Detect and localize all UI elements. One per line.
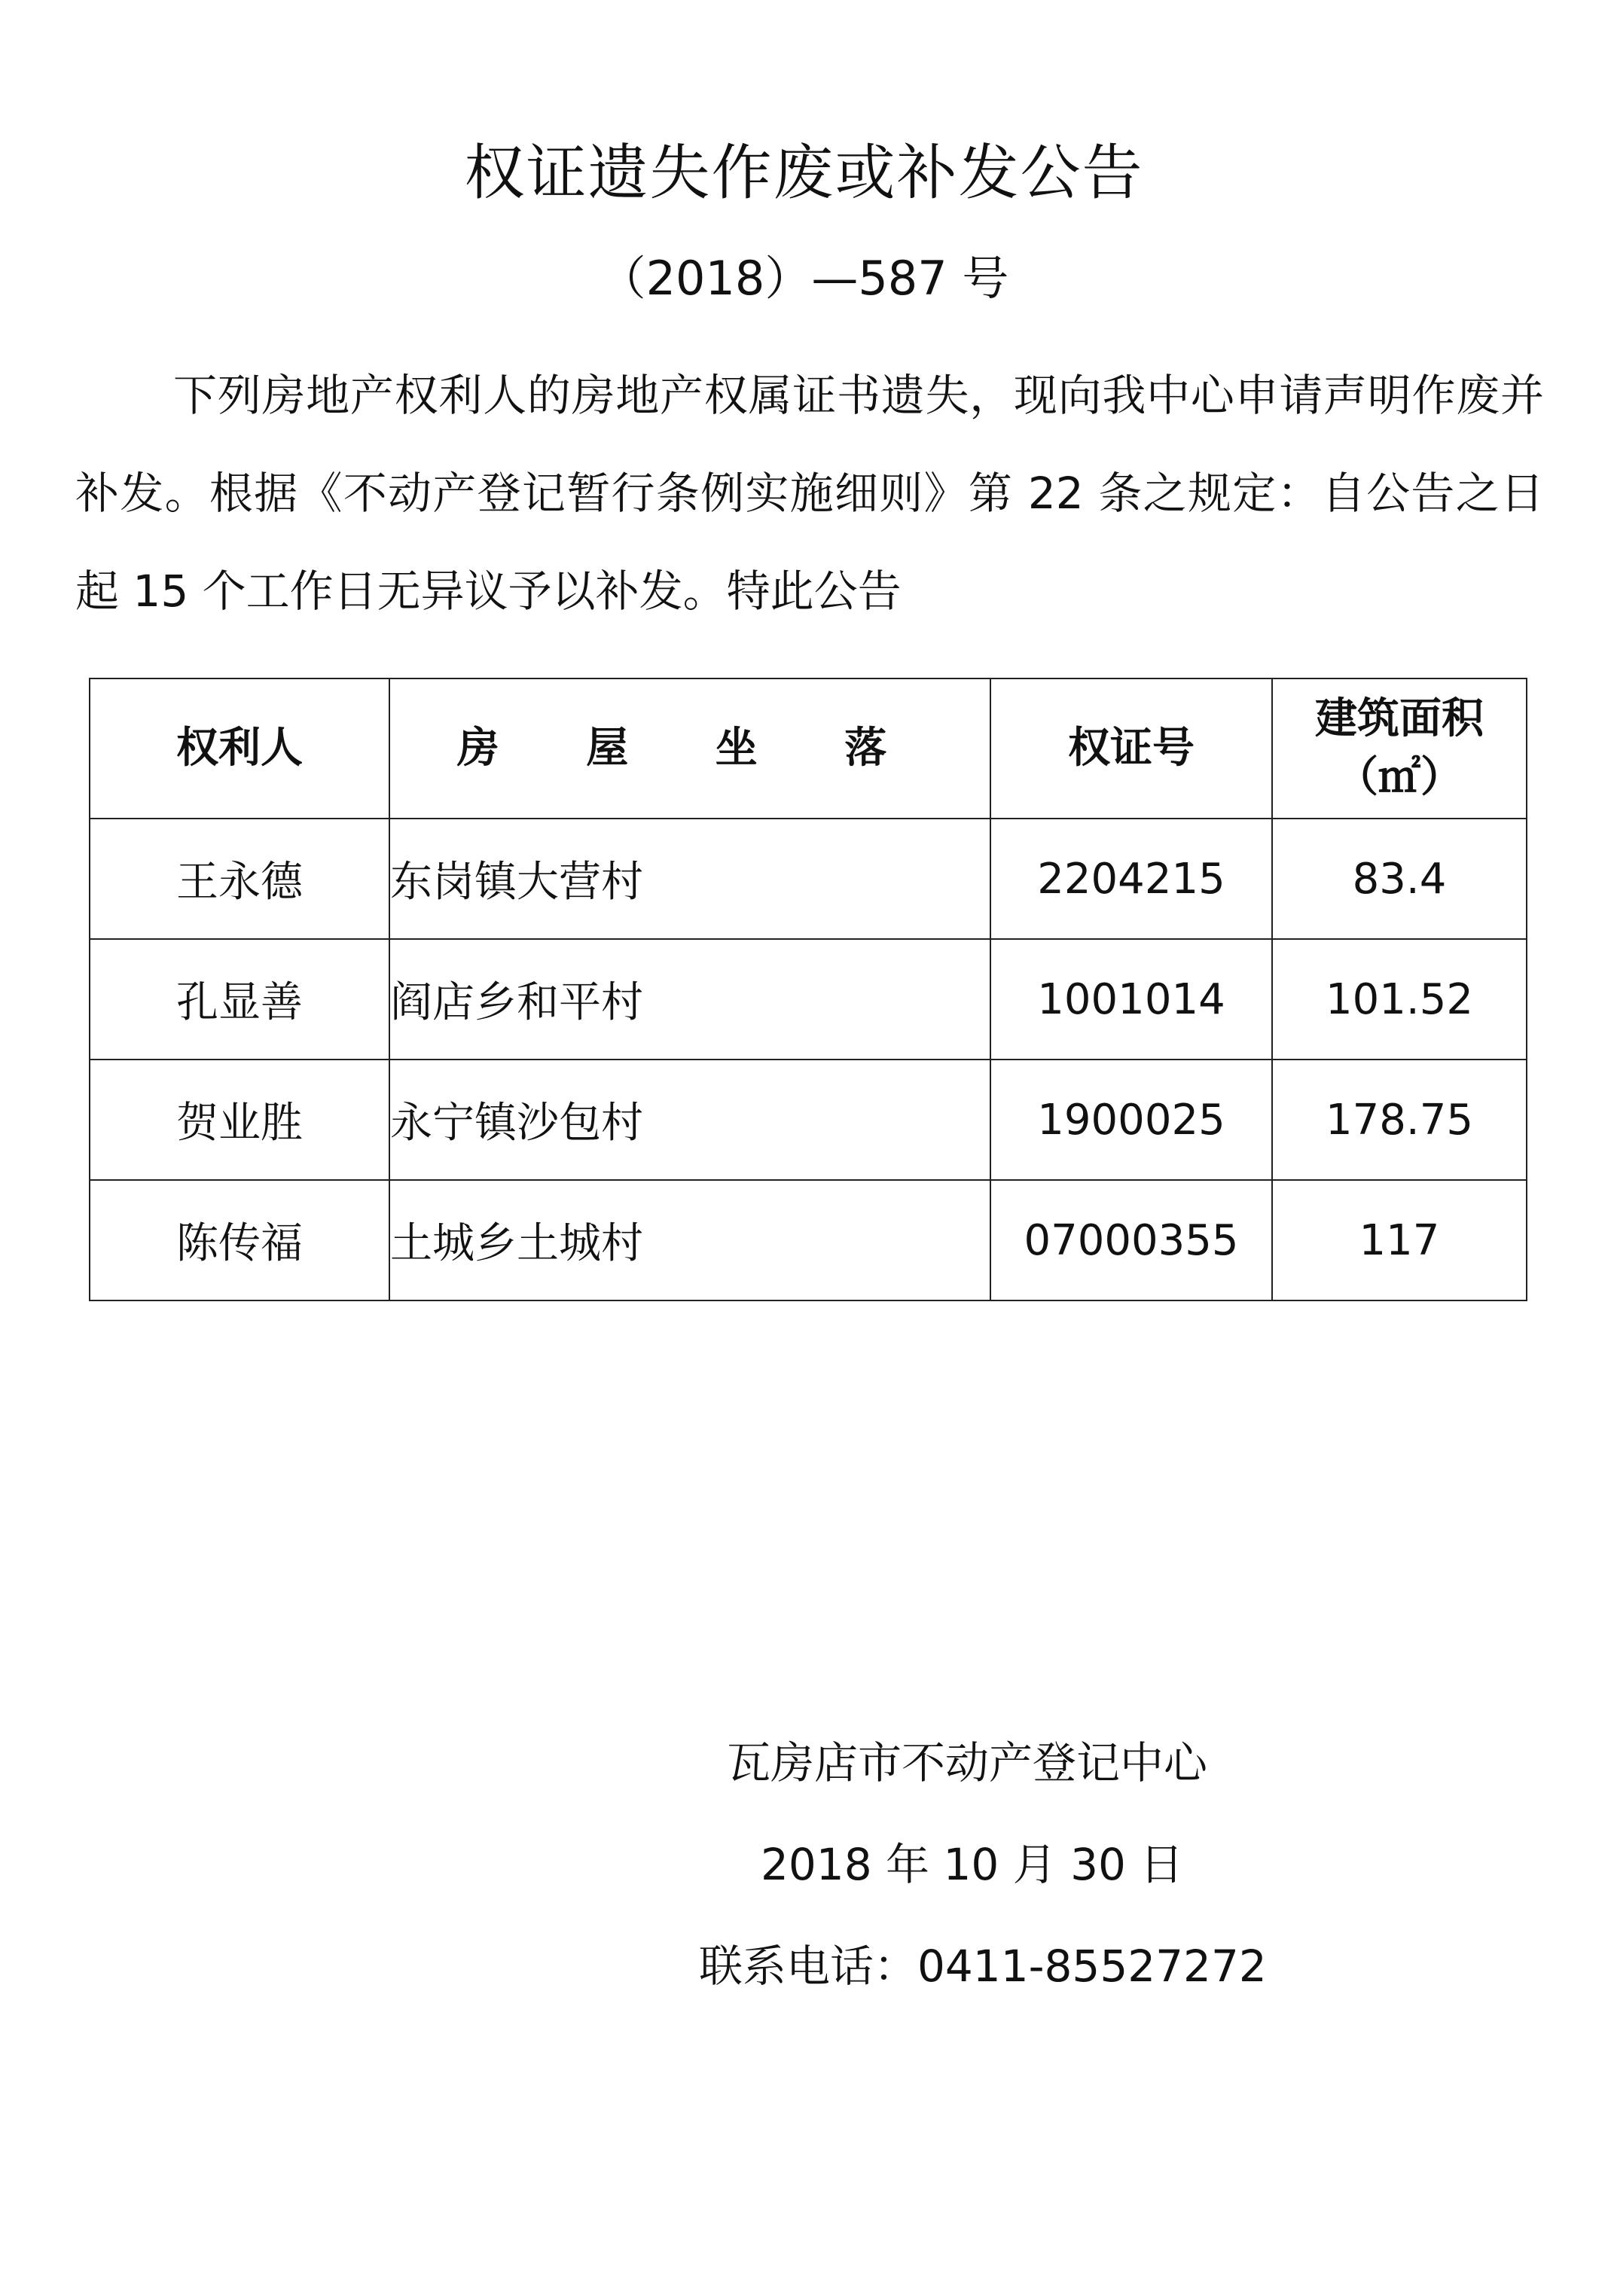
records-table	[89, 678, 1527, 1301]
cell-cert-no: 1900025	[990, 1060, 1272, 1180]
cell-location: 阎店乡和平村	[389, 939, 990, 1060]
table-row	[90, 1180, 1527, 1300]
cell-cert-no: 2204215	[990, 819, 1272, 939]
header-cert-no: 权证号	[990, 678, 1272, 819]
notice-title: 权证遗失作废或补发公告	[464, 138, 1144, 208]
contact-phone: 联系电话：0411-85527272	[699, 1941, 1267, 1992]
cell-holder: 陈传福	[90, 1180, 389, 1300]
cell-cert-no: 07000355	[990, 1180, 1272, 1300]
cell-cert-no: 1001014	[990, 939, 1272, 1060]
cell-location: 永宁镇沙包村	[389, 1060, 990, 1180]
cell-area: 101.52	[1272, 939, 1527, 1060]
cell-area: 117	[1272, 1180, 1527, 1300]
table-row	[90, 1060, 1527, 1180]
cell-holder: 王永德	[90, 819, 389, 939]
header-location	[389, 678, 990, 819]
table-header-row	[90, 678, 1527, 819]
cell-holder: 贺业胜	[90, 1060, 389, 1180]
header-area-label: 建筑面积	[1315, 694, 1484, 743]
issue-date: 2018 年 10 月 30 日	[761, 1839, 1184, 1890]
document-number: （2018）—587 号	[599, 251, 1009, 306]
table-row	[90, 819, 1527, 939]
cell-location: 东岗镇大营村	[389, 819, 990, 939]
cell-location: 土城乡土城村	[389, 1180, 990, 1300]
header-holder: 权利人	[90, 678, 389, 819]
cell-holder: 孔显善	[90, 939, 389, 1060]
issuing-organization: 瓦房店市不动产登记中心	[727, 1737, 1208, 1788]
cell-area: 178.75	[1272, 1060, 1527, 1180]
notice-body: 下列房地产权利人的房地产权属证书遗失，现向我中心申请声明作废并补发。根据《不动产登记暂行条例实施细则》第 22 条之规定：自公告之日起 15 个工作日无异议予以补发。特此公告	[75, 370, 1544, 617]
header-location-label: 房 屋 坐 落	[456, 724, 923, 773]
table-row	[90, 939, 1527, 1060]
header-area	[1272, 678, 1527, 819]
header-area-unit: （㎡）	[1336, 753, 1463, 802]
cell-area: 83.4	[1272, 819, 1527, 939]
